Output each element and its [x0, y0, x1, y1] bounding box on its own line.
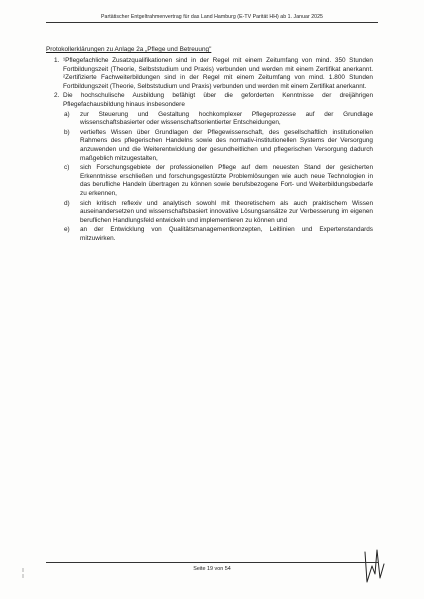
sub-item-letter: e) [64, 226, 70, 234]
item-number: 1. [54, 57, 60, 64]
margin-mark [20, 567, 26, 579]
item-number: 2. [54, 92, 60, 100]
sub-item [46, 111, 373, 128]
item-text: Die hochschulische Ausbildung befähigt über die geforderten Kenntnisse der dreijährigen Pflegefachausbildung hinaus insbesondere [63, 92, 373, 108]
sub-item-text: sich Forschungsgebiete der professionellen Pflege auf dem neuesten Stand der gesicherten Erkenntnisse erschließen und forschungsgestützte Problemlösungen wie auch neue Technologien in das berufliche Handeln übertragen zu können sowie berufsbezogene Fort- und Weiterbildungsbedarfe zu erkennen, [80, 164, 373, 197]
sub-item-text: an der Entwicklung von Qualitätsmanagementkonzepten, Leitlinien und Expertenstandards mitzuwirken. [80, 226, 373, 242]
section-title: Protokollerklärungen zu Anlage 2a „Pflege und Betreuung" [46, 46, 212, 53]
sub-item-letter: a) [64, 110, 70, 118]
page-header: Partätischer Entgeltrahmenvertrag für das Land Hamburg (E-TV Parität HH) ab 1. Januar 2025 [46, 14, 378, 23]
sub-item-letter: d) [64, 199, 70, 207]
sub-item [46, 200, 373, 226]
sub-item-text: zur Steuerung und Gestaltung hochkomplexer Pflegeprozesse auf der Grundlage wissenschaftsbasierter oder wissenschaftsorientierter Entscheidungen, [80, 110, 373, 127]
sub-item-text: sich kritisch reflexiv und analytisch sowohl mit theoretischem als auch praktischem Wissen auseinandersetzen und wissenschaftsbasiert innovative Lösungsansätze zur Verbesserung im eigenen beruflichen Handlungsfeld entwickeln und implementieren zu können und [80, 199, 373, 224]
sub-item [46, 164, 373, 198]
list-item [46, 57, 373, 91]
sub-item-text: vertieftes Wissen über Grundlagen der Pflegewissenschaft, des gesellschaftlich institutionellen Rahmens des pflegerischen Handelns sowie des normativ-institutionellen Systems der Versorgung anzuwenden und die Weiterentwicklung der gesundheitlichen und pflegerischen Versorgung dadurch maßgeblich mitzugestalten, [80, 128, 373, 162]
sub-item [46, 226, 373, 243]
sub-item [46, 129, 373, 163]
page-footer: Seite 19 von 54 [46, 562, 378, 572]
item-text: ¹Pflegefachliche Zusatzqualifikationen sind in der Regel mit einem Zeitumfang von mind. 350 Stunden Fortbildungszeit (Theorie, Selbststudium und Praxis) verbunden und werden mit einem Zertifikat anerkannt. ²Zertifizierte Fachweiterbildungen sind in der Regel mit einem Zeitumfang von mind. 1.800 Stunden Fortbildungszeit (Theorie, Selbststudium und Praxis) verbunden und werden mit einem Zertifikat anerkannt. [63, 57, 373, 90]
protocol-notes [46, 57, 373, 244]
list-item [46, 92, 373, 109]
sub-item-letter: c) [64, 164, 70, 172]
sub-item-letter: b) [64, 128, 70, 136]
